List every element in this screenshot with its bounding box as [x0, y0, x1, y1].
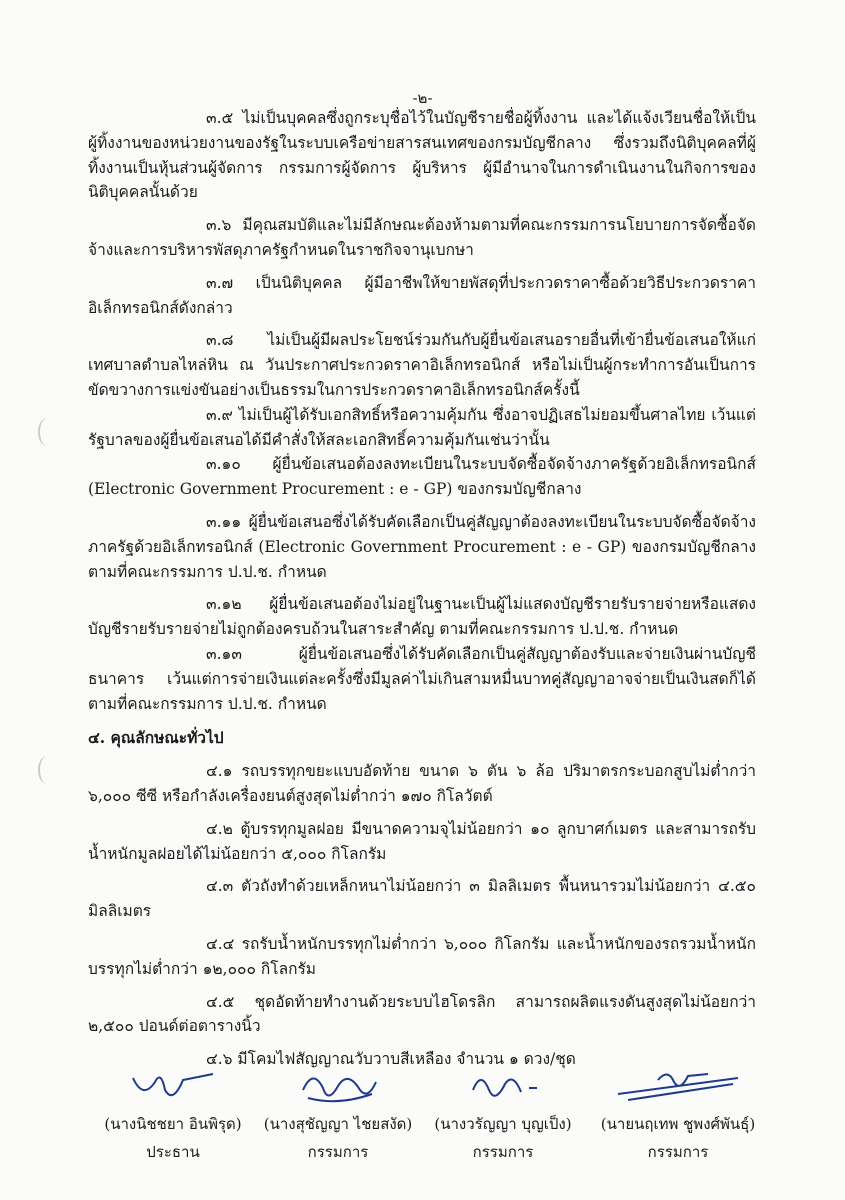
paragraph-3-13: ๓.๑๓ ผู้ยื่นข้อเสนอซึ่งได้รับคัดเลือกเป็นคู่สัญญาต้องรับและจ่ายเงินผ่านบัญชีธนาคาร เว้นแต่การจ่ายเงินแต่ละครั้งซึ่งมีมูลค่าไม่เกินสามหมื่นบาทคู่สัญญาอาจจ่ายเป็นเงินสดก็ได้ ตามที่คณะกรรมการ ป.ป.ช. กำหนด — [88, 644, 756, 713]
document-body — [88, 106, 756, 1072]
signer-name: (นายนฤเทพ ชูพงศ์พันธุ์) — [600, 1115, 756, 1133]
item-4-4: ๔.๔ รถรับน้ำหนักบรรทุกไม่ต่ำกว่า ๖,๐๐๐ กิโลกรัม และน้ำหนักของรถรวมน้ำหนักบรรทุกไม่ต่ำกว่า ๑๒,๐๐๐ กิโลกรัม — [88, 934, 756, 978]
signature-4 — [593, 1060, 763, 1166]
paragraph-3-10: ๓.๑๐ ผู้ยื่นข้อเสนอต้องลงทะเบียนในระบบจัดซื้อจัดจ้างภาครัฐด้วยอิเล็กทรอนิกส์ (Electronic Government Procurement : e - GP) ของกรมบัญชีกลาง — [88, 455, 756, 499]
signer-name: (นางวรัญญา บุญเป็ง) — [434, 1115, 572, 1133]
paragraph-3-6: ๓.๖ มีคุณสมบัติและไม่มีลักษณะต้องห้ามตามที่คณะกรรมการนโยบายการจัดซื้อจัดจ้างและการบริหารพัสดุภาครัฐกำหนดในราชกิจจานุเบกษา — [88, 216, 756, 259]
item-4-2: ๔.๒ ตู้บรรทุกมูลฝอย มีขนาดความจุไม่น้อยกว่า ๑๐ ลูกบาศก์เมตร และสามารถรับน้ำหนักมูลฝอยได้ไม่น้อยกว่า ๕,๐๐๐ กิโลกรัม — [88, 819, 756, 863]
signer-role: กรรมการ — [647, 1143, 709, 1161]
signature-1 — [88, 1060, 258, 1166]
signature-block — [88, 1060, 768, 1170]
paragraph-3-12: ๓.๑๒ ผู้ยื่นข้อเสนอต้องไม่อยู่ในฐานะเป็นผู้ไม่แสดงบัญชีรายรับรายจ่ายหรือแสดงบัญชีรายรับรายจ่ายไม่ถูกต้องครบถ้วนในสาระสำคัญ ตามที่คณะกรรมการ ป.ป.ช. กำหนด — [88, 595, 756, 639]
item-4-6: ๔.๖ มีโคมไฟสัญญาณวับวาบสีเหลือง จำนวน ๑ ดวง/ชุด — [206, 1050, 576, 1069]
page-number: -๒- — [412, 89, 433, 107]
item-4-1: ๔.๑ รถบรรทุกขยะแบบอัดท้าย ขนาด ๖ ตัน ๖ ล้อ ปริมาตรกระบอกสูบไม่ต่ำกว่า ๖,๐๐๐ ซีซี หรือกำลังเครื่องยนต์สูงสุดไม่ต่ำกว่า ๑๗๐ กิโลวัตต์ — [88, 762, 756, 805]
paragraph-3-9: ๓.๙ ไม่เป็นผู้ได้รับเอกสิทธิ์หรือความคุ้มกัน ซึ่งอาจปฏิเสธไม่ยอมขึ้นศาลไทย เว้นแต่รัฐบาลของผู้ยื่นข้อเสนอได้มีคำสั่งให้สละเอกสิทธิ์ความคุ้มกันเช่นว่านั้น — [88, 405, 756, 449]
signer-role: กรรมการ — [307, 1143, 369, 1161]
item-4-3: ๔.๓ ตัวถังทำด้วยเหล็กหนาไม่น้อยกว่า ๓ มิลลิเมตร พื้นหนารวมไม่น้อยกว่า ๔.๕๐ มิลลิเมตร — [88, 877, 756, 921]
handwritten-signature — [433, 1060, 573, 1110]
item-4-5: ๔.๕ ชุดอัดท้ายทำงานด้วยระบบไฮโดรลิก สามารถผลิตแรงดันสูงสุดไม่น้อยกว่า ๒,๕๐๐ ปอนด์ต่อตารางนิ้ว — [88, 992, 756, 1036]
handwritten-signature — [103, 1060, 243, 1110]
paragraph-3-8: ๓.๘ ไม่เป็นผู้มีผลประโยชน์ร่วมกันกับผู้ยื่นข้อเสนอรายอื่นที่เข้ายื่นข้อเสนอให้แก่เทศบาลตำบลไหล่หิน ณ วันประกาศประกวดราคาอิเล็กทรอนิกส์ หรือไม่เป็นผู้กระทำการอันเป็นการขัดขวางการแข่งขันอย่างเป็นธรรมในการประกวดราคาอิเล็กทรอนิกส์ครั้งนี้ — [88, 331, 756, 399]
handwritten-signature — [608, 1060, 748, 1110]
punch-hole — [38, 756, 56, 784]
signer-name: (นางสุชัญญา ไชยสงัด) — [263, 1115, 413, 1133]
paragraph-3-5: ๓.๕ ไม่เป็นบุคคลซึ่งถูกระบุชื่อไว้ในบัญชีรายชื่อผู้ทิ้งงาน และได้แจ้งเวียนชื่อให้เป็นผู้ทิ้งงานของหน่วยงานของรัฐในระบบเครือข่ายสารสนเทศของกรมบัญชีกลาง ซึ่งรวมถึงนิติบุคคลที่ผู้ทิ้งงานเป็นหุ้นส่วนผู้จัดการ กรรมการผู้จัดการ ผู้บริหาร ผู้มีอำนาจในการดำเนินงานในกิจการของนิติบุคคลนั้นด้วย — [88, 109, 756, 202]
handwritten-signature — [268, 1060, 408, 1110]
signer-role: กรรมการ — [472, 1143, 534, 1161]
signer-name: (นางนิชชยา อินพิรุด) — [104, 1115, 242, 1133]
paragraph-3-11: ๓.๑๑ ผู้ยื่นข้อเสนอซึ่งได้รับคัดเลือกเป็นคู่สัญญาต้องลงทะเบียนในระบบจัดซื้อจัดจ้างภาครัฐด้วยอิเล็กทรอนิกส์ (Electronic Government Procurement : e - GP) ของกรมบัญชีกลางตามที่คณะกรรมการ ป.ป.ช. กำหนด — [88, 512, 756, 581]
signature-3 — [418, 1060, 588, 1166]
signer-role: ประธาน — [146, 1143, 200, 1161]
section-4-heading: ๔. คุณลักษณะทั่วไป — [88, 728, 224, 748]
signature-2 — [253, 1060, 423, 1166]
punch-hole — [38, 418, 56, 446]
paragraph-3-7: ๓.๗ เป็นนิติบุคคล ผู้มีอาชีพให้ขายพัสดุที่ประกวดราคาซื้อด้วยวิธีประกวดราคาอิเล็กทรอนิกส์ดังกล่าว — [88, 273, 756, 317]
